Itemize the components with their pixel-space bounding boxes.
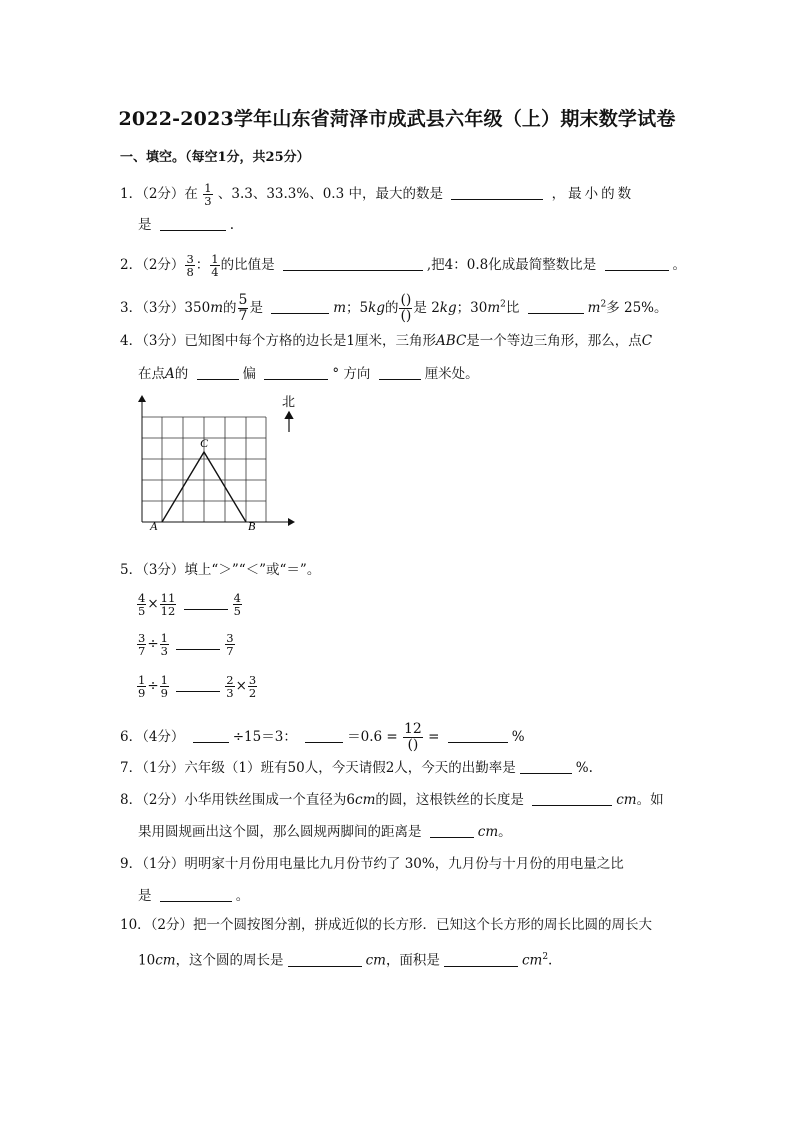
q10-cm-2: cm — [365, 952, 386, 969]
q3-text-1: ；5 — [346, 300, 369, 316]
q4-text: 4．（3分）已知图中每个方格的边长是1厘米，三角形 — [120, 333, 437, 349]
q6-fraction[interactable]: $\frac{12}{()}$ — [404, 721, 422, 753]
q3-text-4: 多 25%。 — [606, 300, 668, 316]
q4-pian: 偏 — [242, 366, 257, 382]
question-9-line-2 — [138, 886, 249, 906]
question-10-line-1: 10．（2分）把一个圆按图分割，拼成近似的长方形．已知这个长方形的周长比圆的周长大 — [120, 917, 653, 933]
q6-blank-2[interactable] — [305, 728, 343, 743]
question-4-line-2 — [138, 364, 479, 384]
q7-blank[interactable] — [520, 759, 572, 774]
section-heading: 一、填空。（每空1分，共25分） — [120, 150, 310, 165]
q10-text-b: ，这个圆的周长是 — [175, 952, 284, 969]
q3-text-2: 是 2 — [413, 300, 440, 316]
q2-text: 的比值是 — [220, 257, 275, 273]
q10-10: 10 — [138, 952, 156, 969]
q5-r2-blank[interactable] — [176, 635, 220, 650]
q3-unit-m-2: m — [333, 300, 347, 316]
question-8-line-1 — [120, 790, 664, 810]
label-c: C — [200, 436, 209, 450]
q6-blank-1[interactable] — [193, 728, 229, 743]
q5-r2-c: $\frac{3}{7}$ — [226, 631, 234, 658]
q10-cm-3: cm — [521, 952, 543, 969]
q5-r3-c: $\frac{2}{3}$ — [226, 673, 234, 700]
q10-text-c: ，面积是 — [385, 952, 440, 969]
q3-de2: 的 — [384, 300, 399, 316]
q8-text: 8．（2分）小华用铁丝围成一个直径为6 — [120, 792, 356, 808]
q5-r3-op2: × — [235, 678, 247, 694]
q4-text-b: 是一个等边三角形，那么，点 — [466, 333, 642, 349]
q3-blank-2[interactable] — [528, 299, 584, 314]
q5-r1-a: $\frac{4}{5}$ — [138, 591, 146, 618]
q1-fraction: $\frac{1}{3}$ — [204, 181, 212, 208]
q4-blank-direction[interactable] — [197, 365, 239, 380]
question-1-line-2 — [138, 215, 234, 235]
q2-text-2: ,把4：0.8化成最简整数比是 — [426, 257, 597, 273]
page-title: 2022-2023学年山东省菏泽市成武县六年级（上）期末数学试卷 — [118, 108, 676, 130]
q5-r1-op: × — [147, 596, 159, 612]
q10-blank-2[interactable] — [444, 952, 518, 967]
question-1-line-1 — [120, 182, 634, 207]
q8-end-2: 。 — [498, 824, 512, 840]
q3-fraction-1: $\frac{5}{7}$ — [238, 292, 248, 324]
q7-end: %. — [575, 760, 593, 776]
q8-cm-3: cm — [477, 824, 499, 840]
q5-r1-b: $\frac{11}{12}$ — [160, 591, 176, 618]
q4-c: C — [641, 333, 653, 349]
q10-end: . — [548, 952, 553, 969]
q3-bi: 比 — [505, 300, 520, 316]
q4-degree: ° 方向 — [332, 366, 371, 382]
q5-r3-d: $\frac{3}{2}$ — [248, 673, 257, 700]
question-6 — [120, 722, 525, 753]
q1-blank-min[interactable] — [160, 216, 226, 231]
q2-prefix: 2．（2分） — [120, 257, 185, 273]
q1-prefix: 1．（2分）在 — [120, 186, 198, 202]
q4-a: A — [165, 366, 175, 382]
q9-blank[interactable] — [160, 887, 232, 902]
label-a: A — [150, 519, 158, 533]
q1-text-2: ，最小的数 — [551, 186, 635, 202]
q4-abc: ABC — [436, 333, 467, 349]
q2-colon: ： — [195, 257, 210, 273]
q5-r3-b: $\frac{1}{9}$ — [160, 673, 168, 700]
q6-text-3: = — [428, 729, 440, 745]
q3-shi: 是 — [249, 300, 263, 316]
question-7 — [120, 758, 593, 778]
q10-cm: cm — [155, 952, 176, 969]
grid-figure — [130, 392, 310, 552]
q6-text-1: ÷15＝3： — [232, 729, 297, 745]
question-10-line-2: 10cm，这个圆的周长是 cm，面积是 $cm^2$. — [138, 952, 553, 969]
q5-row-2 — [136, 632, 236, 657]
q5-r1-blank[interactable] — [184, 595, 228, 610]
q3-unit-kg-2: kg — [439, 300, 457, 316]
q8-end-1: 。如 — [636, 792, 664, 808]
q6-prefix: 6．（4分） — [120, 729, 185, 745]
north-label: 北 — [282, 395, 296, 410]
q5-r3-blank[interactable] — [176, 677, 220, 692]
q8-cm-2: cm — [616, 792, 637, 808]
question-3: 3．（3分）350m的 $\frac{5}{7}$ 是 m；5kg的 $\frac{()}{()}$ 是 2kg；$30m^2$比 $m^2$多 25%。 — [120, 292, 668, 324]
q7-text: 7．（1分）六年级（1）班有50人，今天请假2人，今天的出勤率是 — [120, 760, 516, 776]
q5-r1-c: $\frac{4}{5}$ — [233, 591, 241, 618]
question-2 — [120, 253, 686, 278]
q10-blank-1[interactable] — [288, 952, 362, 967]
question-9-line-1: 9．（1分）明明家十月份用电量比九月份节约了 30%，九月份与十月份的用电量之比 — [120, 856, 624, 872]
q6-text-2: ＝0.6 = — [347, 729, 398, 745]
q4-line2a: 在点 — [138, 366, 165, 382]
question-4-line-1 — [120, 331, 652, 351]
q4-end: 厘米处。 — [424, 366, 479, 382]
label-b: B — [248, 519, 256, 533]
q5-r3-op: ÷ — [147, 678, 159, 694]
q3-text-3: ；30 — [456, 300, 488, 316]
q4-blank-angle[interactable] — [264, 365, 328, 380]
q2-fraction-1: $\frac{3}{8}$ — [186, 252, 194, 279]
q5-r2-a: $\frac{3}{7}$ — [138, 631, 146, 658]
q1-blank-max[interactable] — [451, 185, 543, 200]
q8-cm: cm — [355, 792, 376, 808]
question-8-line-2 — [138, 822, 512, 842]
q3-unit-m-3: m — [487, 300, 501, 316]
q3-blank-1[interactable] — [271, 299, 329, 314]
q6-blank-3[interactable] — [448, 728, 508, 743]
q3-unit-kg: kg — [368, 300, 385, 316]
question-5: 5．（3分）填上“＞”“＜”或“＝”。 — [120, 562, 321, 578]
q3-fraction-2[interactable]: $\frac{()}{()}$ — [400, 292, 412, 324]
q5-row-1 — [136, 592, 243, 617]
q8-text-b: 的圆，这根铁丝的长度是 — [375, 792, 524, 808]
q5-row-3 — [136, 674, 258, 699]
q8-line-2: 果用圆规画出这个圆，那么圆规两脚间的距离是 — [138, 824, 422, 840]
q5-r2-b: $\frac{1}{3}$ — [160, 631, 168, 658]
q9-end: 。 — [235, 888, 250, 904]
q2-fraction-2: $\frac{1}{4}$ — [211, 252, 219, 279]
q2-blank-1[interactable] — [283, 256, 423, 271]
q1-line2-text: 是 — [138, 217, 152, 233]
q5-r3-a: $\frac{1}{9}$ — [138, 673, 146, 700]
q3-de: 的 — [223, 300, 237, 316]
q3-prefix: 3．（3分）350 — [120, 300, 211, 316]
q2-blank-2[interactable] — [605, 256, 669, 271]
q5-r2-op: ÷ — [147, 636, 159, 652]
q8-blank-2[interactable] — [430, 823, 474, 838]
q4-blank-distance[interactable] — [379, 365, 421, 380]
q2-end: 。 — [672, 257, 687, 273]
q1-text: 、3.3、33.3%、0.3 中，最大的数是 — [217, 186, 443, 202]
q3-unit-m-4: m — [587, 300, 601, 316]
q8-blank-1[interactable] — [532, 791, 612, 806]
grid-lines — [142, 417, 266, 522]
q6-end: % — [511, 729, 525, 745]
q9-line-2: 是 — [138, 888, 152, 904]
q4-line2b: 的 — [174, 366, 189, 382]
q1-end: . — [229, 217, 235, 233]
q3-unit-m: m — [210, 300, 224, 316]
